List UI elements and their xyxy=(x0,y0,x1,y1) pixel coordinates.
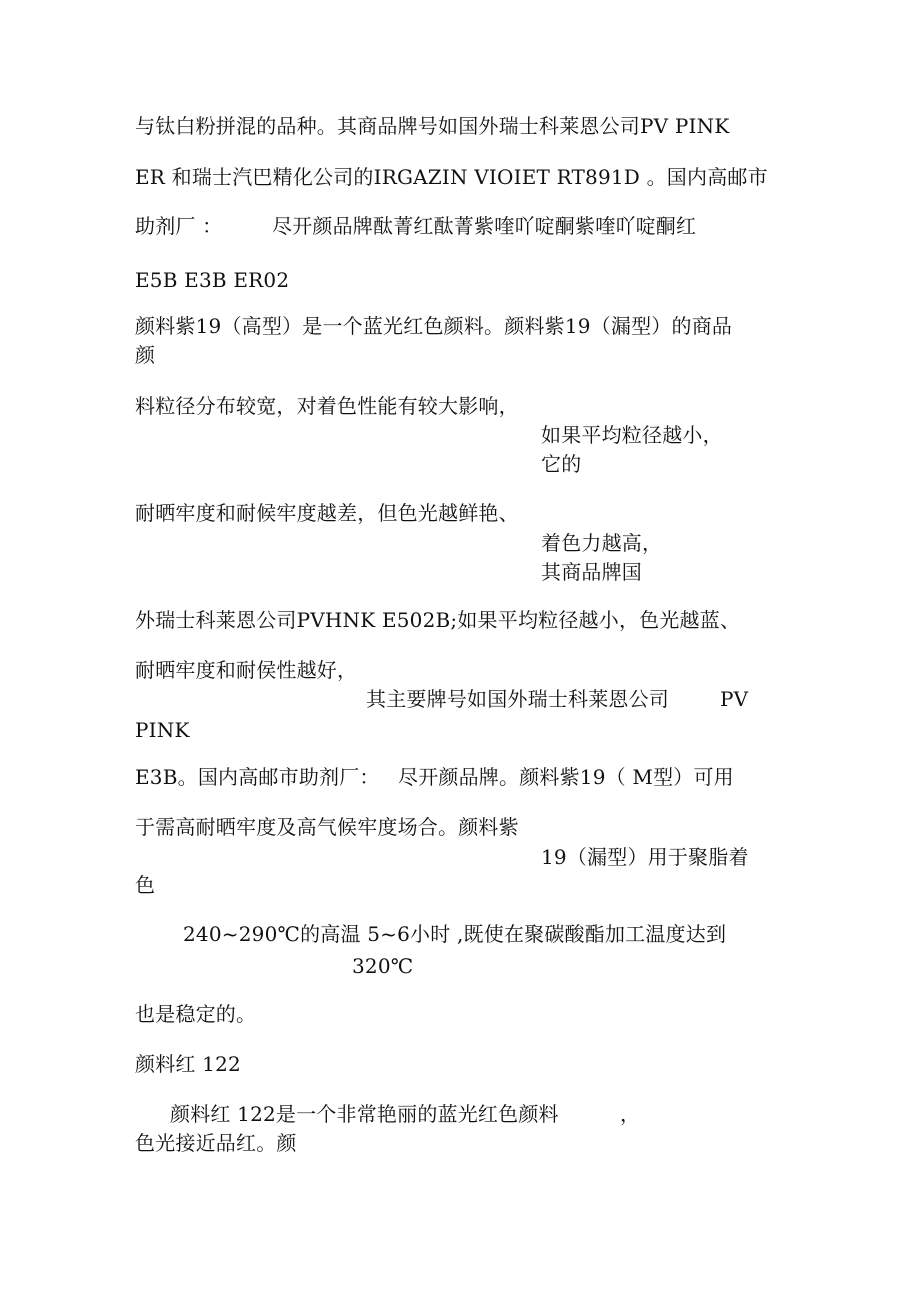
text-line: 耐晒牢度和耐侯性越好， xyxy=(135,658,358,682)
text-line: 19（漏型）用于聚脂着 xyxy=(541,845,749,869)
text-line: 它的 xyxy=(541,452,582,476)
text-line: 耐晒牢度和耐候牢度越差，但色光越鲜艳、 xyxy=(135,501,519,525)
text-line: E3B。国内高邮市助剂厂： xyxy=(135,765,380,789)
text-line: 240~290℃的高温 5~6小时 ,既使在聚碳酸酯加工温度达到 xyxy=(183,922,727,946)
text-line: 外瑞士科莱恩公司PVHNK E502B;如果平均粒径越小，色光越蓝、 xyxy=(135,608,741,632)
text-line: 料粒径分布较宽，对着色性能有较大影响， xyxy=(135,394,519,418)
text-line: PINK xyxy=(135,718,190,742)
text-line: 颜料红 122 xyxy=(135,1052,241,1076)
text-line: 色光接近品红。颜 xyxy=(135,1131,297,1155)
text-line: E5B E3B ER02 xyxy=(135,268,290,292)
text-line: 颜料紫19（高型）是一个蓝光红色颜料。颜料紫19（漏型）的商品 xyxy=(135,314,733,338)
text-line: 颜料红 122是一个非常艳丽的蓝光红色颜料 xyxy=(170,1102,559,1126)
text-line: 助剂厂 ： xyxy=(135,214,223,238)
text-line: PV xyxy=(720,687,749,711)
text-line: 如果平均粒径越小， xyxy=(541,423,723,447)
text-line: 色 xyxy=(135,873,156,897)
text-line: 也是稳定的。 xyxy=(135,1002,257,1026)
text-line: 尽开颜品牌。颜料紫19（ M型）可用 xyxy=(398,765,734,789)
text-line: 与钛白粉拼混的品种。其商品牌号如国外瑞士科莱恩公司PV PINK xyxy=(135,114,730,138)
text-line: 于需高耐晒牢度及高气候牢度场合。颜料紫 xyxy=(135,815,519,839)
text-line: 其主要牌号如国外瑞士科莱恩公司 xyxy=(366,687,669,711)
text-line: 320℃ xyxy=(352,954,414,978)
text-line: 尽开颜品牌酞菁红酞菁紫喹吖啶酮紫喹吖啶酮红 xyxy=(272,214,697,238)
text-line: ， xyxy=(620,1102,641,1126)
text-line: 着色力越高， xyxy=(541,531,663,555)
text-line: ER 和瑞士汽巴精化公司的IRGAZIN VIOIET RT891D 。国内高邮市 xyxy=(135,165,768,189)
text-line: 其商品牌国 xyxy=(541,560,642,584)
text-line: 颜 xyxy=(135,343,156,367)
